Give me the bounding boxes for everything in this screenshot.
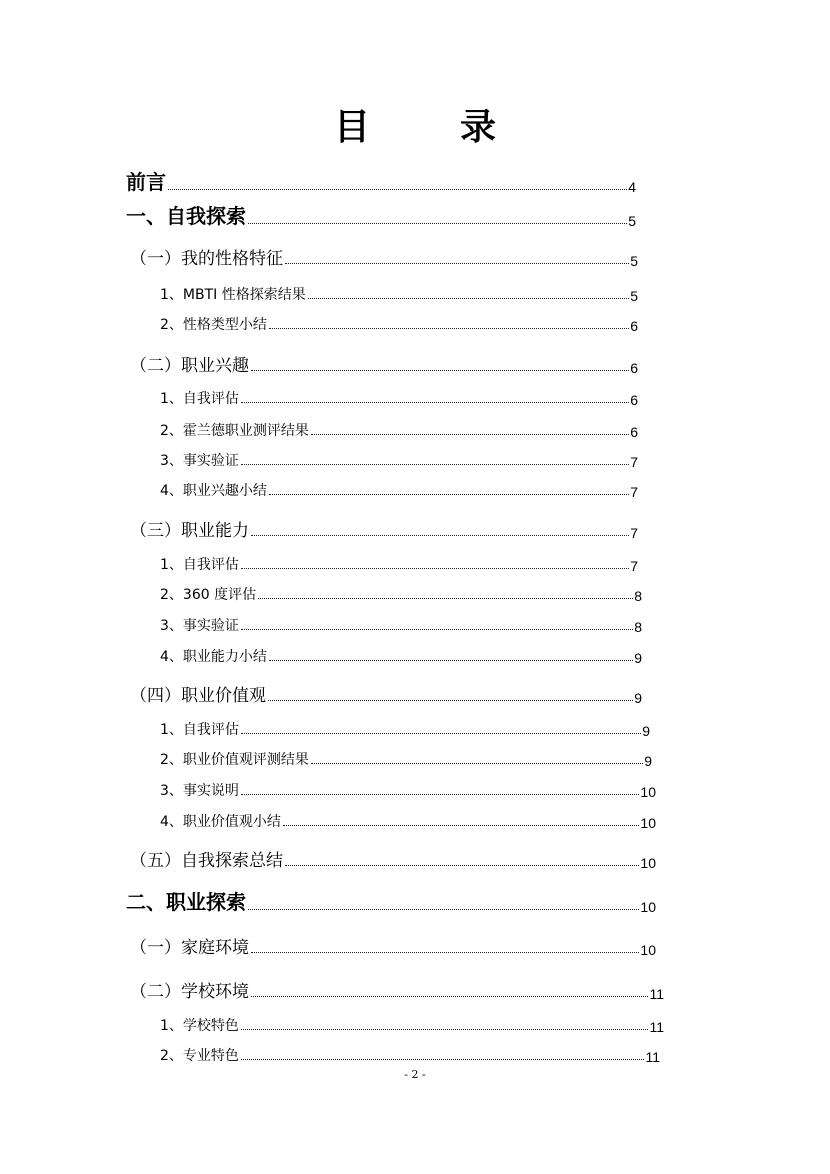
toc-entry-values-test[interactable]: 2、职业价值观评测结果 9 xyxy=(160,752,652,769)
toc-entry-interest-summary[interactable]: 4、职业兴趣小结 7 xyxy=(160,483,638,500)
toc-entry-family[interactable]: （一）家庭环境 10 xyxy=(130,938,656,958)
toc-entry-interest-self[interactable]: 1、自我评估 6 xyxy=(160,391,638,408)
toc-entry-ability[interactable]: （三）职业能力 7 xyxy=(130,521,638,541)
toc-entry-major-features[interactable]: 2、专业特色 11 xyxy=(160,1048,660,1065)
toc-entry-personality[interactable]: （一）我的性格特征 5 xyxy=(130,249,638,269)
page-title xyxy=(0,96,830,152)
toc-entry-career-exploration[interactable]: 二、职业探索 10 xyxy=(126,890,656,915)
toc-entry-interest-facts[interactable]: 3、事实验证 7 xyxy=(160,453,638,470)
toc-entry-interest[interactable]: （二）职业兴趣 6 xyxy=(130,356,638,376)
toc-entry-values-summary[interactable]: 4、职业价值观小结 10 xyxy=(160,814,656,831)
toc-entry-self-exploration[interactable]: 一、自我探索 5 xyxy=(126,204,636,229)
toc-entry-values-self[interactable]: 1、自我评估 9 xyxy=(160,722,650,739)
toc-entry-mbti[interactable]: 1、MBTI 性格探索结果 5 xyxy=(160,287,638,304)
title-char-2: 录 xyxy=(460,105,497,148)
page-number: - 2 - xyxy=(404,1068,426,1081)
title-char-1: 目 xyxy=(333,105,370,148)
toc-entry-360[interactable]: 2、360 度评估 8 xyxy=(160,587,642,604)
toc-entry-school-features[interactable]: 1、学校特色 11 xyxy=(160,1018,664,1035)
toc-entry-personality-summary[interactable]: 2、性格类型小结 6 xyxy=(160,317,638,334)
toc-entry-values[interactable]: （四）职业价值观 9 xyxy=(130,686,642,706)
toc-entry-ability-self[interactable]: 1、自我评估 7 xyxy=(160,557,638,574)
toc-entry-ability-summary[interactable]: 4、职业能力小结 9 xyxy=(160,649,642,666)
toc-entry-values-facts[interactable]: 3、事实说明 10 xyxy=(160,783,656,800)
toc-entry-holland[interactable]: 2、霍兰德职业测评结果 6 xyxy=(160,423,638,440)
toc-entry-self-summary[interactable]: （五）自我探索总结 10 xyxy=(130,851,656,871)
toc-entry-preface[interactable]: 前言 4 xyxy=(126,170,636,195)
toc-entry-ability-facts[interactable]: 3、事实验证 8 xyxy=(160,618,642,635)
toc-entry-school[interactable]: （二）学校环境 11 xyxy=(130,982,664,1002)
